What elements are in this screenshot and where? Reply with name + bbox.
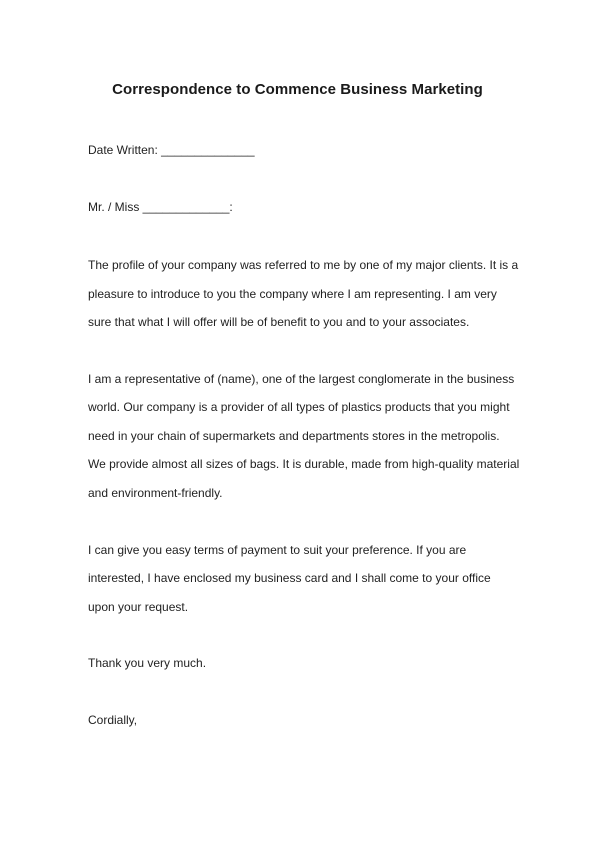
paragraph-1-line-2: pleasure to introduce to you the company where I am representing. I am very: [88, 287, 497, 301]
paragraph-1-line-3: sure that what I will offer will be of benefit to you and to your associates.: [88, 315, 470, 329]
paragraph-3-line-2: interested, I have enclosed my business card and I shall come to your office: [88, 571, 491, 585]
closing-line: Cordially,: [88, 713, 138, 727]
paragraph-2-line-3: need in your chain of supermarkets and departments stores in the metropolis.: [88, 429, 500, 443]
paragraph-1-line-1: The profile of your company was referred to me by one of my major clients. It is a: [88, 258, 519, 272]
paragraph-3-line-1: I can give you easy terms of payment to suit your preference. If you are: [88, 543, 467, 557]
thanks-line: Thank you very much.: [88, 656, 207, 670]
date-written-line: Date Written: ______________: [88, 143, 255, 157]
paragraph-2-line-2: world. Our company is a provider of all types of plastics products that you might: [88, 400, 510, 414]
paragraph-3-line-3: upon your request.: [88, 600, 189, 614]
letter-title: Correspondence to Commence Business Marketing: [112, 81, 483, 98]
salutation-line: Mr. / Miss _____________:: [88, 200, 233, 214]
paragraph-2-line-4: We provide almost all sizes of bags. It is durable, made from high-quality material: [88, 457, 520, 471]
paragraph-2-line-1: I am a representative of (name), one of the largest conglomerate in the business: [88, 372, 515, 386]
paragraph-2-line-5: and environment-friendly.: [88, 486, 223, 500]
